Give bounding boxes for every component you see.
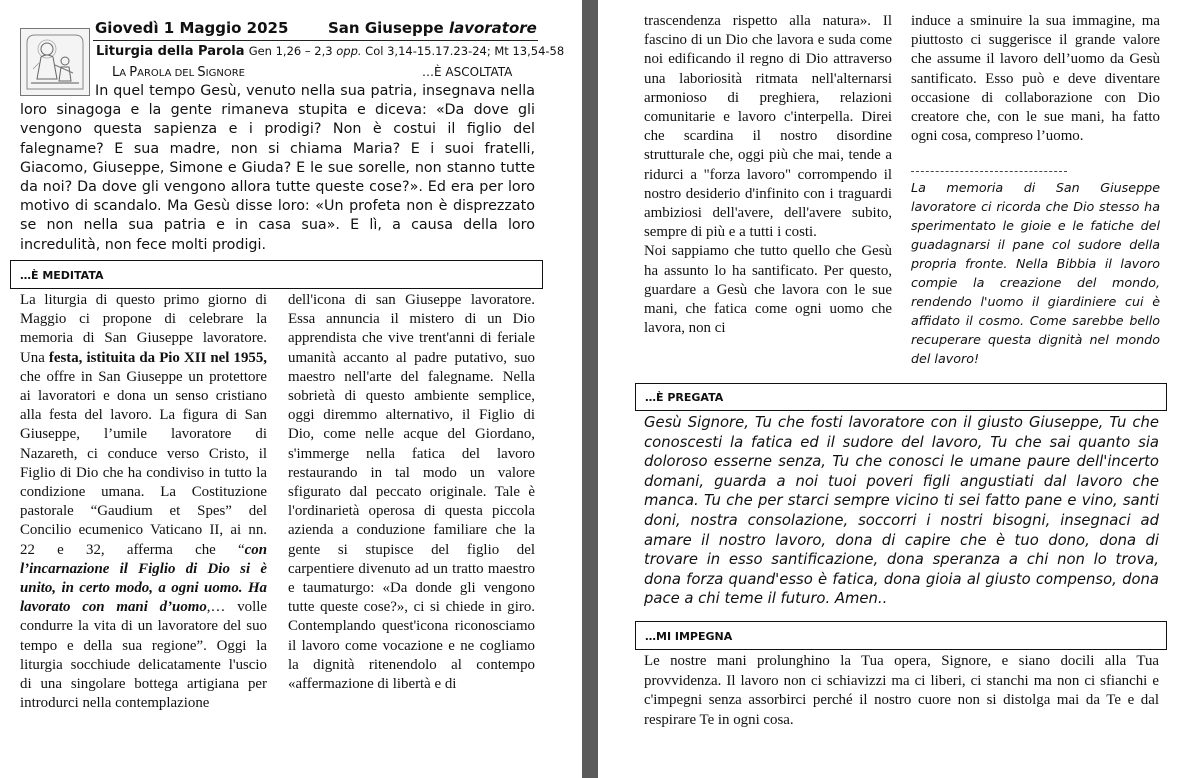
parola-s: S xyxy=(197,65,206,80)
readings xyxy=(249,44,565,58)
meditation-column-2: dell'icona di san Giuseppe lavoratore. Essa annuncia il mistero di un Dio apprendista che vive trent'anni di feriale umanità accanto al padre putativo, suo maestro nell'arte del falegname. Nella sobrietà di questo ambiente semplice, oggi diremmo alternativo, il Figlio di Dio, come nelle acque del Giordano, s'immerge nella fatica del lavoro restaurando in tal modo un valore sfigurato dal peccato originale. Tale è l'ordinarietà operosa di questa piccola azienda a conduzione familiare che la gente si stupisce del figlio del carpentiere divenuto ad un tratto maestro e taumaturgo: «Da donde gli vengono tutte queste cose?», ci si chiede in giro. Contemplando quest'icona riconosciamo il lavoro come vocazione e ne cogliamo la dignità ritenendolo al contempo «affermazione di libertà e di xyxy=(288,292,535,693)
header-date: Giovedì 1 Maggio 2025 xyxy=(95,19,289,37)
meditation-text: che offre in San Giuseppe un protettore ai lavoratori e dona un senso cristiano alla festa del lavoro. La figura di San Giuseppe, l’umile lavoratore di Nazareth, ci conduce verso Cristo, il Figlio di Dio che ha condiviso in tutto la condizione umana. La Costituzione pastorale “Gaudium et Spes” del Concilio ecumenico Vaticano II, ai nn. 22 e 32, afferma che “ xyxy=(20,368,267,558)
impegno-text: Le nostre mani prolunghino la Tua opera, Signore, e siano docili alla Tua provvidenza. Il lavoro non ci schiavizzi ma ci liberi, ci stanchi ma non ci sfianchi e c'impegni senza assorbirci perché il nostro cuore non si distolga mai da Te e dal respirare Te in ogni cosa. xyxy=(644,653,1159,728)
prayer-text: Gesù Signore, Tu che fosti lavoratore con il giusto Giuseppe, Tu che conoscesti la fatica ed il sudore del lavoro, Tu che sai quanto sia doloroso esserne senza, Tu che conosci le umane paure dell'incerto domani, guarda a noi tuoi poveri figli angustiati dal lavoro che manca. Tu che per starci sempre vicino ti sei fatto pane e vino, santi doni, nostra consolazione, soccorri i nostri bisogni, insegnaci ad amare il nostro lavoro, dona di capire che è tuo dono, dona di trovare in esso santificazione, dona speranza a chi non lo trova, dona forza quand'esso è fatica, dona gioia al giusto compenso, dona pace a chi teme il futuro. Amen.. xyxy=(644,414,1159,608)
parola-arola: AROLA DEL xyxy=(137,68,198,79)
meditation-paragraph: trascendenza rispetto alla natura». Il fascino di un Dio che lavora e suda come noi edificando il regno di Dio attraverso una laboriosità ritmata nell'alternarsi armonioso di preghiera, relazioni comunitarie e lavoro c'interpella. Direi che scardina il nostro disordine strutturale che, oggi più che mai, tende a ridurci a "forza lavoro" corrompendo il nostro desiderio d'infinito con i traguardi ambiziosi dell'avere, dell'avere subito, sempre di più e a tutti i costi. xyxy=(644,13,892,241)
meditation-column-3 xyxy=(644,12,892,338)
parola-ignore: IGNORE xyxy=(205,68,245,79)
meditata-heading: …È MEDITATA xyxy=(10,260,543,289)
parola-l: L xyxy=(112,65,120,80)
note-divider xyxy=(911,171,1067,172)
gospel-text: In quel tempo Gesù, venuto nella sua patria, insegnava nella loro sinagoga e la gente rimaneva stupita e diceva: «Da dove gli vengono questa sapienza e i prodigi? Non è costui il figlio del falegname? E sua madre, non si chiama Maria? E i suoi fratelli, Giacomo, Giuseppe, Simone e Giuda? E le sue sorelle, non stanno tutte da noi? Da dove gli vengono allora tutte queste cose?». Ed era per loro motivo di scandalo. Ma Gesù disse loro: «Un profeta non è disprezzato se non nella sua patria e in casa sua». E lì, a causa della loro incredulità, non fece molti prodigi. xyxy=(20,83,535,253)
page-gutter xyxy=(582,0,598,778)
memoria-note: La memoria di San Giuseppe lavoratore ci ricorda che Dio stesso ha sperimentato le gioie e le fatiche del guadagnarsi il pane col sudore della propria fronte. Nella Bibbia il lavoro compie la creazione del mondo, rendendo l'uomo il giardiniere cui è affidato il cosmo. Come sarebbe bello recuperare questa dignità nel mondo del lavoro! xyxy=(911,180,1160,366)
parola-label xyxy=(112,65,245,80)
header-saint xyxy=(328,19,537,37)
meditation-text: La liturgia di questo primo giorno di Maggio ci propone di celebrare la memoria di San Giuseppe lavoratore. Una xyxy=(20,292,267,366)
meditation-quote: con l’incarnazione il Figlio di Dio si è unito, in certo modo, a ogni uomo. Ha lavorato con mani d’uomo xyxy=(20,541,267,616)
liturgy-line xyxy=(96,44,564,59)
readings-rest: Col 3,14-15.17.23-24; Mt 13,54-58 xyxy=(361,44,565,58)
parola-a: A xyxy=(119,68,130,79)
parola-p: P xyxy=(129,65,138,80)
saint-name: San Giuseppe xyxy=(328,19,449,37)
liturgy-label: Liturgia della Parola xyxy=(96,44,245,59)
meditation-paragraph: Noi sappiamo che tutto quello che Gesù ha assunto lo ha santificato. Per questo, guardare a Gesù che lavora con le sue mani, che fatica come ogni uomo che lavora, non ci xyxy=(644,243,892,337)
meditation-column-1 xyxy=(20,291,267,713)
ascoltata-label: …È ASCOLTATA xyxy=(422,65,513,79)
readings-opp: opp. xyxy=(336,44,362,58)
header-rule xyxy=(93,40,538,41)
left-page xyxy=(0,0,582,778)
right-page xyxy=(598,0,1184,778)
pregata-heading: …È PREGATA xyxy=(635,383,1167,411)
saint-title: lavoratore xyxy=(448,19,537,37)
meditation-text: ,… volle condurre la vita di un lavoratore del suo tempo e della sua regione”. Oggi la liturgia socchiude delicatamente l'uscio di una singolare bottega artigiana per introdurci nella contemplazione xyxy=(20,599,267,712)
meditation-column-4: induce a sminuire la sua immagine, ma piuttosto ci suggerisce il grande valore che assume il lavoro dell’uomo da Gesù santificato. Esso può e deve diventare occasione di collaborazione con Dio creatore che, con le sue mani, ha fatto ogni cosa, compreso l’uomo. xyxy=(911,13,1160,145)
meditation-bold: festa, istituita da Pio XII nel 1955, xyxy=(48,349,268,366)
readings-first: Gen 1,26 – 2,3 xyxy=(248,44,337,58)
impegna-heading: …MI IMPEGNA xyxy=(635,621,1167,650)
